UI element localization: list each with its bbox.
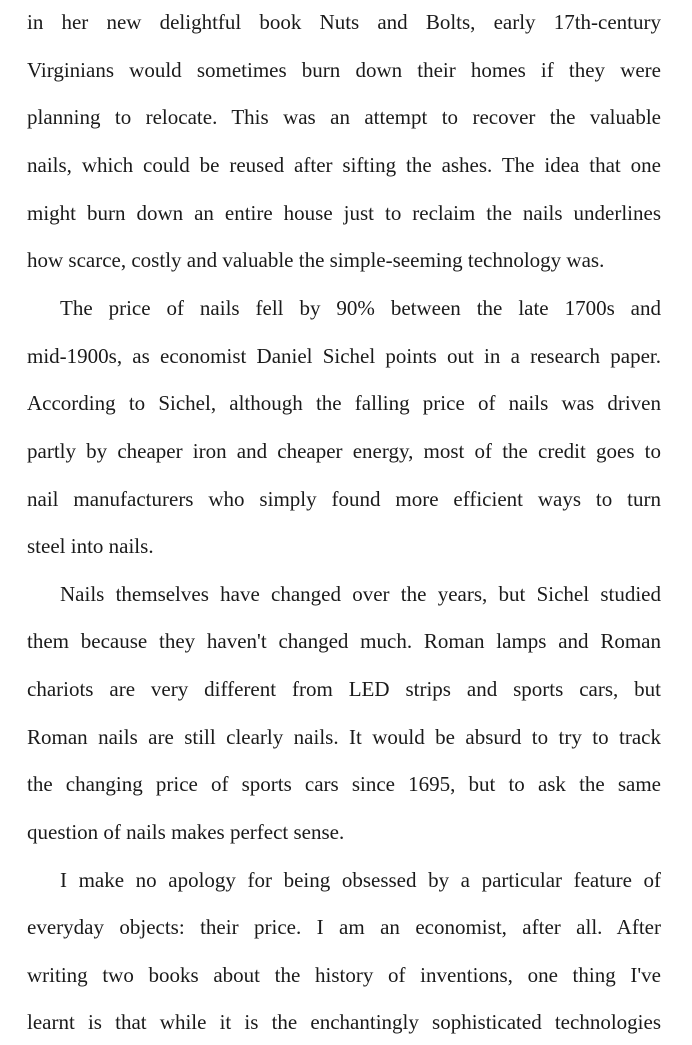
text-line: nails, which could be reused after sifting the ashes. The idea that one: [27, 153, 661, 177]
text-line: According to Sichel, although the falling price of nails was driven: [27, 391, 661, 415]
text-line: chariots are very different from LED strips and sports cars, but: [27, 677, 661, 701]
text-line: in her new delightful book Nuts and Bolts, early 17th-century: [27, 10, 661, 34]
text-line: partly by cheaper iron and cheaper energy, most of the credit goes to: [27, 439, 661, 463]
text-line: them because they haven't changed much. Roman lamps and Roman: [27, 629, 661, 653]
text-line: learnt is that while it is the enchantingly sophisticated technologies: [27, 1010, 661, 1034]
text-line: Nails themselves have changed over the years, but Sichel studied: [60, 582, 661, 606]
text-line: the changing price of sports cars since 1695, but to ask the same: [27, 772, 661, 796]
text-line: everyday objects: their price. I am an economist, after all. After: [27, 915, 661, 939]
text-line: how scarce, costly and valuable the simple-seeming technology was.: [27, 248, 605, 272]
text-line: nail manufacturers who simply found more efficient ways to turn: [27, 487, 661, 511]
text-line: I make no apology for being obsessed by a particular feature of: [60, 868, 661, 892]
text-line: steel into nails.: [27, 534, 154, 558]
text-line: writing two books about the history of inventions, one thing I've: [27, 963, 661, 987]
text-line: mid-1900s, as economist Daniel Sichel points out in a research paper.: [27, 344, 661, 368]
text-line: Roman nails are still clearly nails. It would be absurd to try to track: [27, 725, 661, 749]
text-line: might burn down an entire house just to reclaim the nails underlines: [27, 201, 661, 225]
text-line: The price of nails fell by 90% between the late 1700s and: [60, 296, 661, 320]
text-line: Virginians would sometimes burn down their homes if they were: [27, 58, 661, 82]
text-line: planning to relocate. This was an attempt to recover the valuable: [27, 105, 661, 129]
text-line: question of nails makes perfect sense.: [27, 820, 345, 844]
